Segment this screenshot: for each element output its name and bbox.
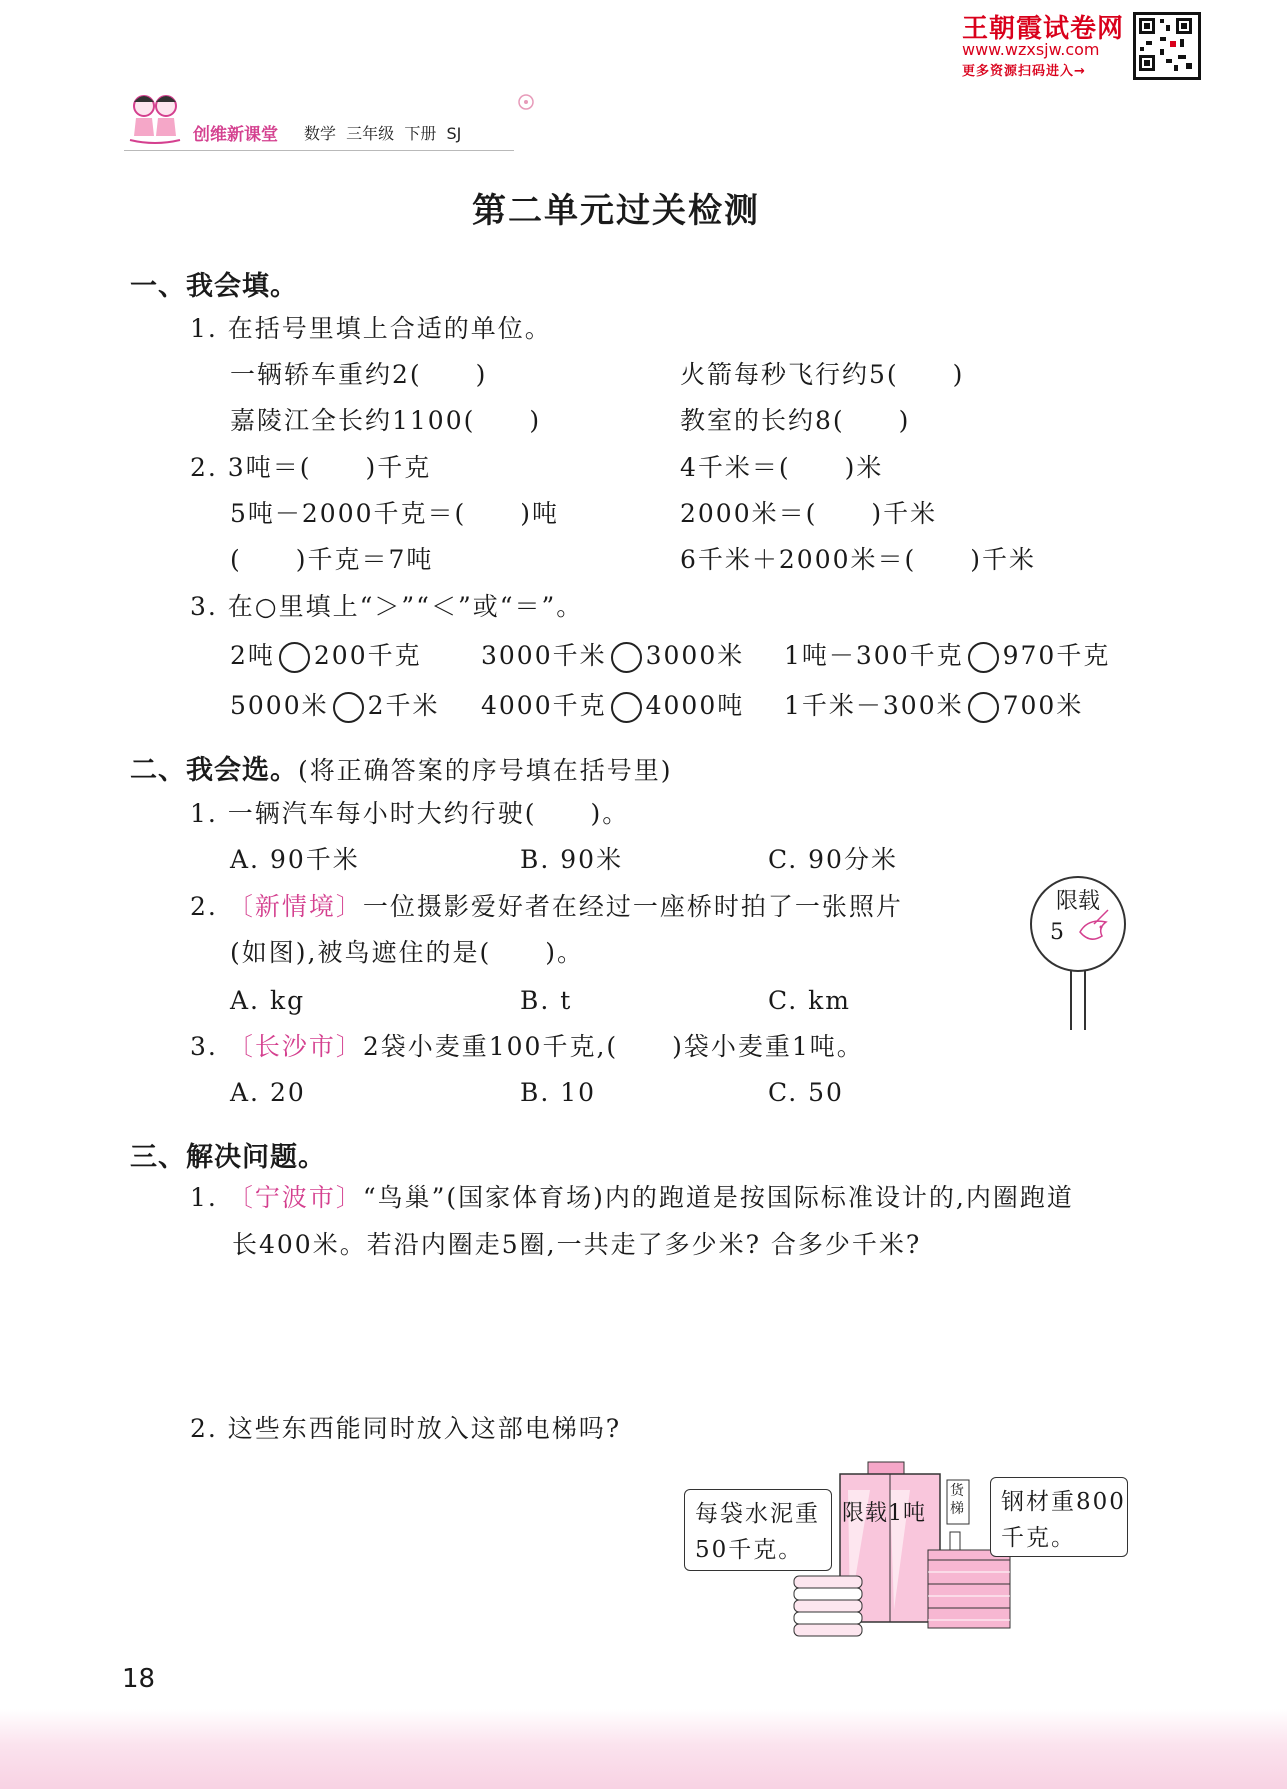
section-2-note: (将正确答案的序号填在括号里) — [298, 756, 673, 785]
elevator-side-label: 货梯 — [950, 1483, 964, 1517]
compare-item — [784, 690, 1083, 723]
section-2-heading — [130, 748, 673, 787]
answer-circle[interactable] — [968, 692, 999, 723]
q3-2-stem: 2. 这些东西能同时放入这部电梯吗? — [190, 1414, 622, 1443]
compare-left: 4000千克 — [481, 691, 607, 720]
section-1-heading: 一、我会填。 — [130, 271, 298, 302]
flower-decoration-icon — [516, 92, 536, 112]
fill-item[interactable]: 4千米＝( )米 — [680, 453, 884, 482]
option-b[interactable]: B. t — [520, 986, 573, 1015]
answer-circle[interactable] — [611, 642, 642, 673]
compare-item — [230, 690, 440, 723]
q-text: 2袋小麦重100千克,( )袋小麦重1吨。 — [362, 1032, 864, 1061]
compare-left: 3000千米 — [481, 641, 607, 670]
q3-1-stem-line1 — [190, 1182, 1074, 1214]
section-3-heading: 三、解决问题。 — [130, 1142, 326, 1173]
steel-weight-box — [990, 1477, 1128, 1557]
brand-url[interactable]: www.wzxsjw.com — [962, 40, 1100, 59]
steel-text-1: 钢材重800 — [1001, 1489, 1126, 1515]
answer-area[interactable] — [232, 1275, 1132, 1395]
steel-text-2: 千克。 — [1001, 1525, 1076, 1551]
fill-item[interactable]: 一辆轿车重约2( ) — [230, 360, 488, 389]
sign-top-text: 限载 — [1056, 889, 1101, 914]
q-number: 3. — [190, 1032, 228, 1061]
context-tag: 〔长沙市〕 — [227, 1032, 363, 1061]
footer-band — [0, 1709, 1287, 1789]
q-text: “鸟巢”(国家体育场)内的跑道是按国际标准设计的,内圈跑道 — [362, 1183, 1074, 1212]
q-text: 一位摄影爱好者在经过一座桥时拍了一张照片 — [362, 892, 903, 921]
option-c[interactable]: C. 50 — [768, 1078, 844, 1107]
compare-item — [481, 640, 744, 673]
q-number: 2. — [190, 892, 228, 921]
page-number: 18 — [122, 1664, 156, 1694]
brand-slogan: 更多资源扫码进入→ — [962, 64, 1086, 79]
compare-right: 200千克 — [313, 641, 422, 670]
answer-circle[interactable] — [611, 692, 642, 723]
q1-3-stem: 3. 在○里填上“＞”“＜”或“＝”。 — [190, 592, 584, 621]
option-c[interactable]: C. 90分米 — [768, 845, 898, 874]
fill-item[interactable]: 2. 3吨＝( )千克 — [190, 453, 432, 482]
compare-item — [784, 640, 1110, 673]
q2-1-stem: 1. 一辆汽车每小时大约行驶( )。 — [190, 799, 630, 828]
answer-circle[interactable] — [279, 642, 310, 673]
header-rule — [124, 150, 514, 151]
steel-stack-icon — [928, 1550, 1010, 1628]
compare-right: 700米 — [1002, 691, 1084, 720]
page-title: 第二单元过关检测 — [472, 191, 760, 231]
compare-right: 4000吨 — [645, 691, 745, 720]
compare-left: 5000米 — [230, 691, 329, 720]
option-b[interactable]: B. 90米 — [520, 845, 624, 874]
compare-left: 1吨－300千克 — [784, 641, 964, 670]
option-c[interactable]: C. km — [768, 986, 851, 1015]
brand-title: 王朝霞试卷网 — [962, 14, 1125, 44]
q2-2-stem-line2: (如图),被鸟遮住的是( )。 — [230, 938, 584, 967]
compare-item — [230, 640, 422, 673]
fill-item[interactable]: 火箭每秒飞行约5( ) — [680, 360, 965, 389]
compare-right: 970千克 — [1002, 641, 1111, 670]
option-a[interactable]: A. kg — [230, 986, 306, 1015]
q2-3-stem — [190, 1031, 864, 1063]
compare-right: 2千米 — [367, 691, 440, 720]
section-2-title: 二、我会选。 — [130, 755, 298, 786]
cement-bags-icon — [790, 1572, 866, 1640]
series-name: 创维新课堂 — [193, 125, 278, 145]
qr-code[interactable] — [1133, 12, 1201, 80]
fill-item[interactable]: 教室的长约8( ) — [680, 406, 911, 435]
context-tag: 〔宁波市〕 — [227, 1183, 363, 1212]
q1-1-stem: 1. 在括号里填上合适的单位。 — [190, 314, 552, 343]
cement-text-2: 50千克。 — [695, 1537, 804, 1563]
mascot-kids-illustration — [126, 88, 184, 148]
sign-value: 5 — [1050, 920, 1064, 945]
answer-circle[interactable] — [968, 642, 999, 673]
q3-1-stem-line2: 长400米。若沿内圈走5圈,一共走了多少米? 合多少千米? — [232, 1230, 922, 1259]
cement-weight-box — [684, 1489, 832, 1571]
q-number: 1. — [190, 1183, 228, 1212]
fill-item[interactable]: ( )千克＝7吨 — [230, 545, 434, 574]
fill-item[interactable]: 嘉陵江全长约1100( ) — [230, 406, 542, 435]
elevator-load-label: 限载1吨 — [842, 1501, 926, 1526]
option-a[interactable]: A. 20 — [230, 1078, 306, 1107]
cement-text-1: 每袋水泥重 — [695, 1501, 820, 1527]
fill-item[interactable]: 6千米＋2000米＝( )千米 — [680, 545, 1037, 574]
option-a[interactable]: A. 90千米 — [230, 845, 360, 874]
q2-2-stem-line1 — [190, 891, 903, 923]
compare-left: 2吨 — [230, 641, 275, 670]
compare-item — [481, 690, 744, 723]
compare-right: 3000米 — [645, 641, 745, 670]
context-tag: 〔新情境〕 — [227, 892, 363, 921]
option-b[interactable]: B. 10 — [520, 1078, 597, 1107]
answer-circle[interactable] — [333, 692, 364, 723]
load-limit-sign — [1028, 874, 1130, 1030]
compare-left: 1千米－300米 — [784, 691, 964, 720]
fill-item[interactable]: 2000米＝( )千米 — [680, 499, 938, 528]
fill-item[interactable]: 5吨－2000千克＝( )吨 — [230, 499, 560, 528]
qr-code-icon — [1136, 15, 1198, 77]
book-meta: 数学 三年级 下册 SJ — [304, 124, 462, 143]
